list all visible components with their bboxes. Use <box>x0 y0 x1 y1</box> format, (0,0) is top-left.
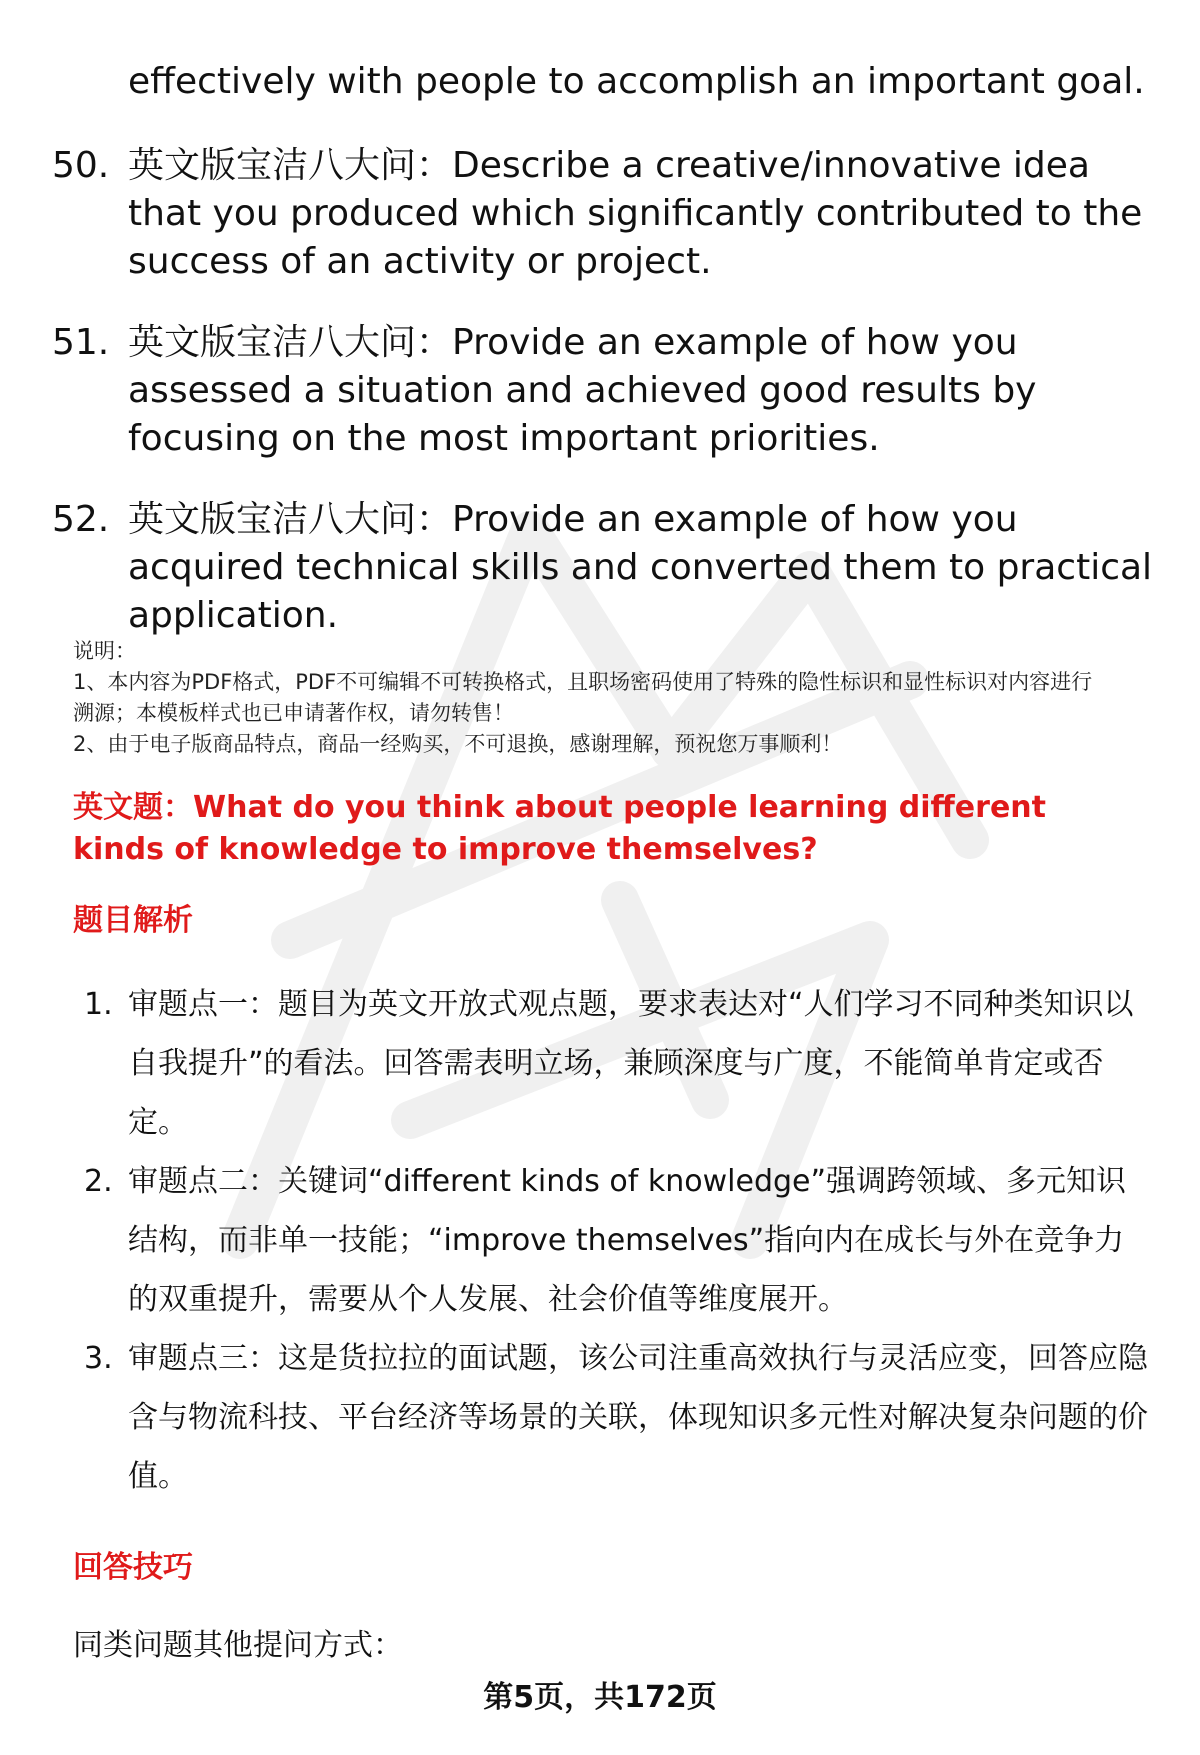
note-line: 1、本内容为PDF格式，PDF不可编辑不可转换格式，且职场密码使用了特殊的隐性标识和显性标识对内容进行 <box>73 670 1093 694</box>
other-ways-label: 同类问题其他提问方式： <box>73 1628 403 1663</box>
item-number: 3. <box>84 1341 113 1376</box>
item-text: 审题点三：这是货拉拉的面试题，该公司注重高效执行与灵活应变，回答应隐含与物流科技、平台经济等场景的关联，体现知识多元性对解决复杂问题的价值。 <box>128 1341 1148 1494</box>
list-item <box>0 142 1200 286</box>
list-item <box>0 1152 1200 1329</box>
item-number: 52. <box>52 499 110 540</box>
item-number: 2. <box>84 1164 113 1199</box>
question-list <box>0 142 1200 673</box>
continuation-line: effectively with people to accomplish an important goal. <box>128 61 1145 102</box>
note-line: 溯源；本模板样式也已申请著作权，请勿转售！ <box>73 701 514 725</box>
english-question-heading: 英文题：What do you think about people learning different kinds of knowledge to improve themselves? <box>73 790 1046 867</box>
list-item <box>0 496 1200 640</box>
item-text: 英文版宝洁八大问：Provide an example of how you acquired technical skills and converted them to practical application. <box>128 499 1153 636</box>
item-number: 51. <box>52 322 110 363</box>
analysis-list <box>0 975 1200 1506</box>
list-item <box>0 1329 1200 1506</box>
list-item <box>0 319 1200 463</box>
page-footer: 第5页，共172页 <box>483 1680 717 1715</box>
item-number: 1. <box>84 987 113 1022</box>
item-text: 审题点二：关键词“different kinds of knowledge”强调跨领域、多元知识结构，而非单一技能；“improve themselves”指向内在成长与外在竞争力的双重提升，需要从个人发展、社会价值等维度展开。 <box>128 1164 1127 1317</box>
item-text: 审题点一：题目为英文开放式观点题，要求表达对“人们学习不同种类知识以自我提升”的看法。回答需表明立场，兼顾深度与广度，不能简单肯定或否定。 <box>128 987 1134 1140</box>
list-item <box>0 975 1200 1152</box>
section-title-tips: 回答技巧 <box>73 1550 193 1585</box>
note-title: 说明： <box>73 639 136 663</box>
note-line: 2、由于电子版商品特点，商品一经购买，不可退换，感谢理解，预祝您万事顺利！ <box>73 732 843 756</box>
disclaimer-note <box>73 636 1173 760</box>
item-text: 英文版宝洁八大问：Describe a creative/innovative idea that you produced which significantly contributed to the success of an activity or project. <box>128 145 1143 282</box>
item-number: 50. <box>52 145 110 186</box>
section-title-analysis: 题目解析 <box>73 903 193 938</box>
item-text: 英文版宝洁八大问：Provide an example of how you assessed a situation and achieved good results by focusing on the most important priorities. <box>128 322 1037 459</box>
